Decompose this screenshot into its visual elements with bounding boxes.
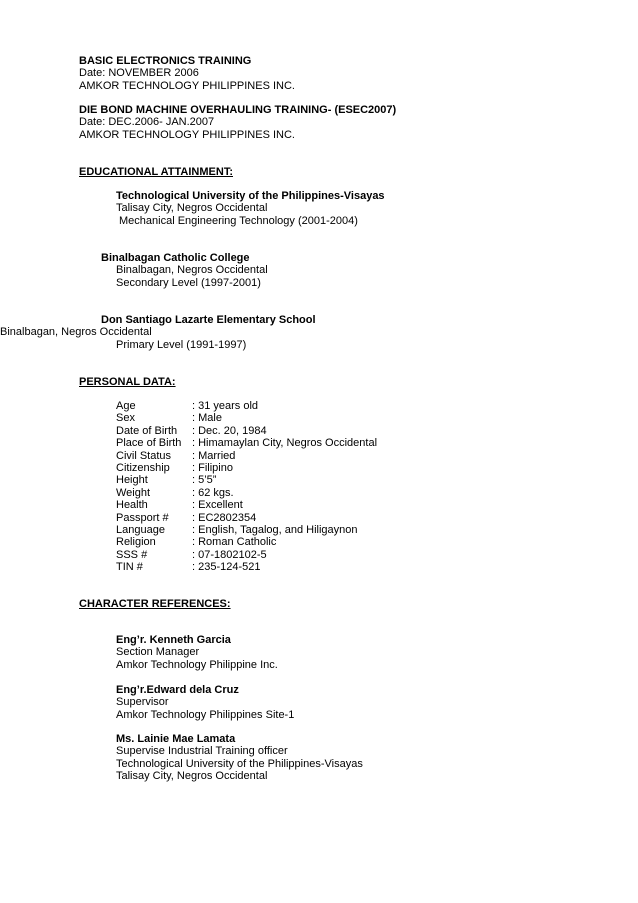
school-name: Binalbagan Catholic College: [101, 252, 250, 264]
reference-name: Eng’r.Edward dela Cruz: [116, 684, 239, 696]
reference-line: Amkor Technology Philippine Inc.: [116, 658, 278, 671]
reference-entry: [116, 634, 278, 671]
personal-row: [116, 487, 377, 499]
personal-label: Height: [116, 474, 148, 487]
personal-value: : Roman Catholic: [192, 536, 277, 549]
personal-value: : EC2802354: [192, 511, 257, 524]
reference-name: Eng’r. Kenneth Garcia: [116, 634, 231, 646]
school-name: Technological University of the Philippines-Visayas: [116, 190, 385, 202]
education-school: [101, 252, 268, 289]
personal-row: [116, 400, 377, 412]
personal-value: : Male: [192, 412, 222, 425]
training-date: Date: DEC.2006- JAN.2007: [79, 116, 215, 129]
personal-value: : Filipino: [192, 462, 233, 475]
personal-row: [116, 499, 377, 511]
personal-label: Sex: [116, 412, 135, 425]
personal-label: Place of Birth: [116, 437, 182, 450]
personal-label: Age: [116, 400, 136, 412]
education-school: [116, 190, 385, 227]
school-name: Don Santiago Lazarte Elementary School: [101, 314, 316, 326]
personal-value: : 5’5”: [192, 474, 217, 487]
personal-data-table: [116, 400, 377, 574]
personal-row: [116, 450, 377, 462]
personal-row: [116, 512, 377, 524]
personal-label: Date of Birth: [116, 424, 178, 437]
personal-row: [116, 536, 377, 548]
personal-value: : 31 years old: [192, 400, 259, 412]
personal-row: [116, 549, 377, 561]
personal-label: Citizenship: [116, 462, 170, 475]
personal-label: Religion: [116, 536, 156, 549]
personal-row: [116, 437, 377, 449]
personal-label: Weight: [116, 486, 151, 499]
training-date: Date: NOVEMBER 2006: [79, 67, 199, 80]
personal-value: : Married: [192, 449, 236, 462]
reference-line: Amkor Technology Philippines Site-1: [116, 708, 295, 721]
school-location: Talisay City, Negros Occidental: [116, 202, 268, 215]
personal-label: Language: [116, 524, 165, 537]
training-block: [79, 104, 396, 141]
personal-value: : 62 kgs.: [192, 486, 234, 499]
personal-row: [116, 474, 377, 486]
school-detail: Secondary Level (1997-2001): [116, 276, 261, 289]
reference-line: Talisay City, Negros Occidental: [116, 770, 268, 783]
training-title: DIE BOND MACHINE OVERHAULING TRAINING- (ESEC2007): [79, 104, 397, 116]
school-detail: Mechanical Engineering Technology (2001-2004): [119, 214, 358, 227]
personal-row: [116, 561, 377, 573]
reference-line: Technological University of the Philippines-Visayas: [116, 757, 363, 770]
references-heading: CHARACTER REFERENCES:: [79, 598, 231, 610]
personal-value: : Himamaylan City, Negros Occidental: [192, 437, 378, 450]
personal-label: TIN #: [116, 561, 143, 574]
personal-value: : 07-1802102-5: [192, 548, 267, 561]
education-heading: EDUCATIONAL ATTAINMENT:: [79, 166, 233, 178]
reference-name: Ms. Lainie Mae Lamata: [116, 733, 236, 745]
personal-row: [116, 524, 377, 536]
personal-value: : Excellent: [192, 499, 243, 512]
school-location: Binalbagan, Negros Occidental: [116, 264, 268, 277]
personal-value: : 235-124-521: [192, 561, 261, 574]
personal-row: [116, 462, 377, 474]
reference-line: Supervise Industrial Training officer: [116, 745, 288, 758]
personal-label: Health: [116, 499, 148, 512]
school-location: Binalbagan, Negros Occidental: [0, 326, 152, 338]
personal-label: Passport #: [116, 511, 169, 524]
personal-heading: PERSONAL DATA:: [79, 376, 176, 388]
reference-entry: [116, 684, 294, 721]
school-detail: Primary Level (1991-1997): [116, 339, 247, 351]
training-company: AMKOR TECHNOLOGY PHILIPPINES INC.: [79, 79, 295, 92]
training-title: BASIC ELECTRONICS TRAINING: [79, 55, 252, 67]
reference-entry: [116, 733, 363, 783]
personal-row: [116, 425, 377, 437]
reference-line: Section Manager: [116, 646, 200, 659]
reference-line: Supervisor: [116, 696, 169, 709]
personal-label: SSS #: [116, 548, 148, 561]
personal-label: Civil Status: [116, 449, 172, 462]
personal-value: : English, Tagalog, and Hiligaynon: [192, 524, 358, 537]
training-block: [79, 55, 295, 92]
personal-row: [116, 412, 377, 424]
personal-value: : Dec. 20, 1984: [192, 424, 267, 437]
training-company: AMKOR TECHNOLOGY PHILIPPINES INC.: [79, 128, 295, 141]
